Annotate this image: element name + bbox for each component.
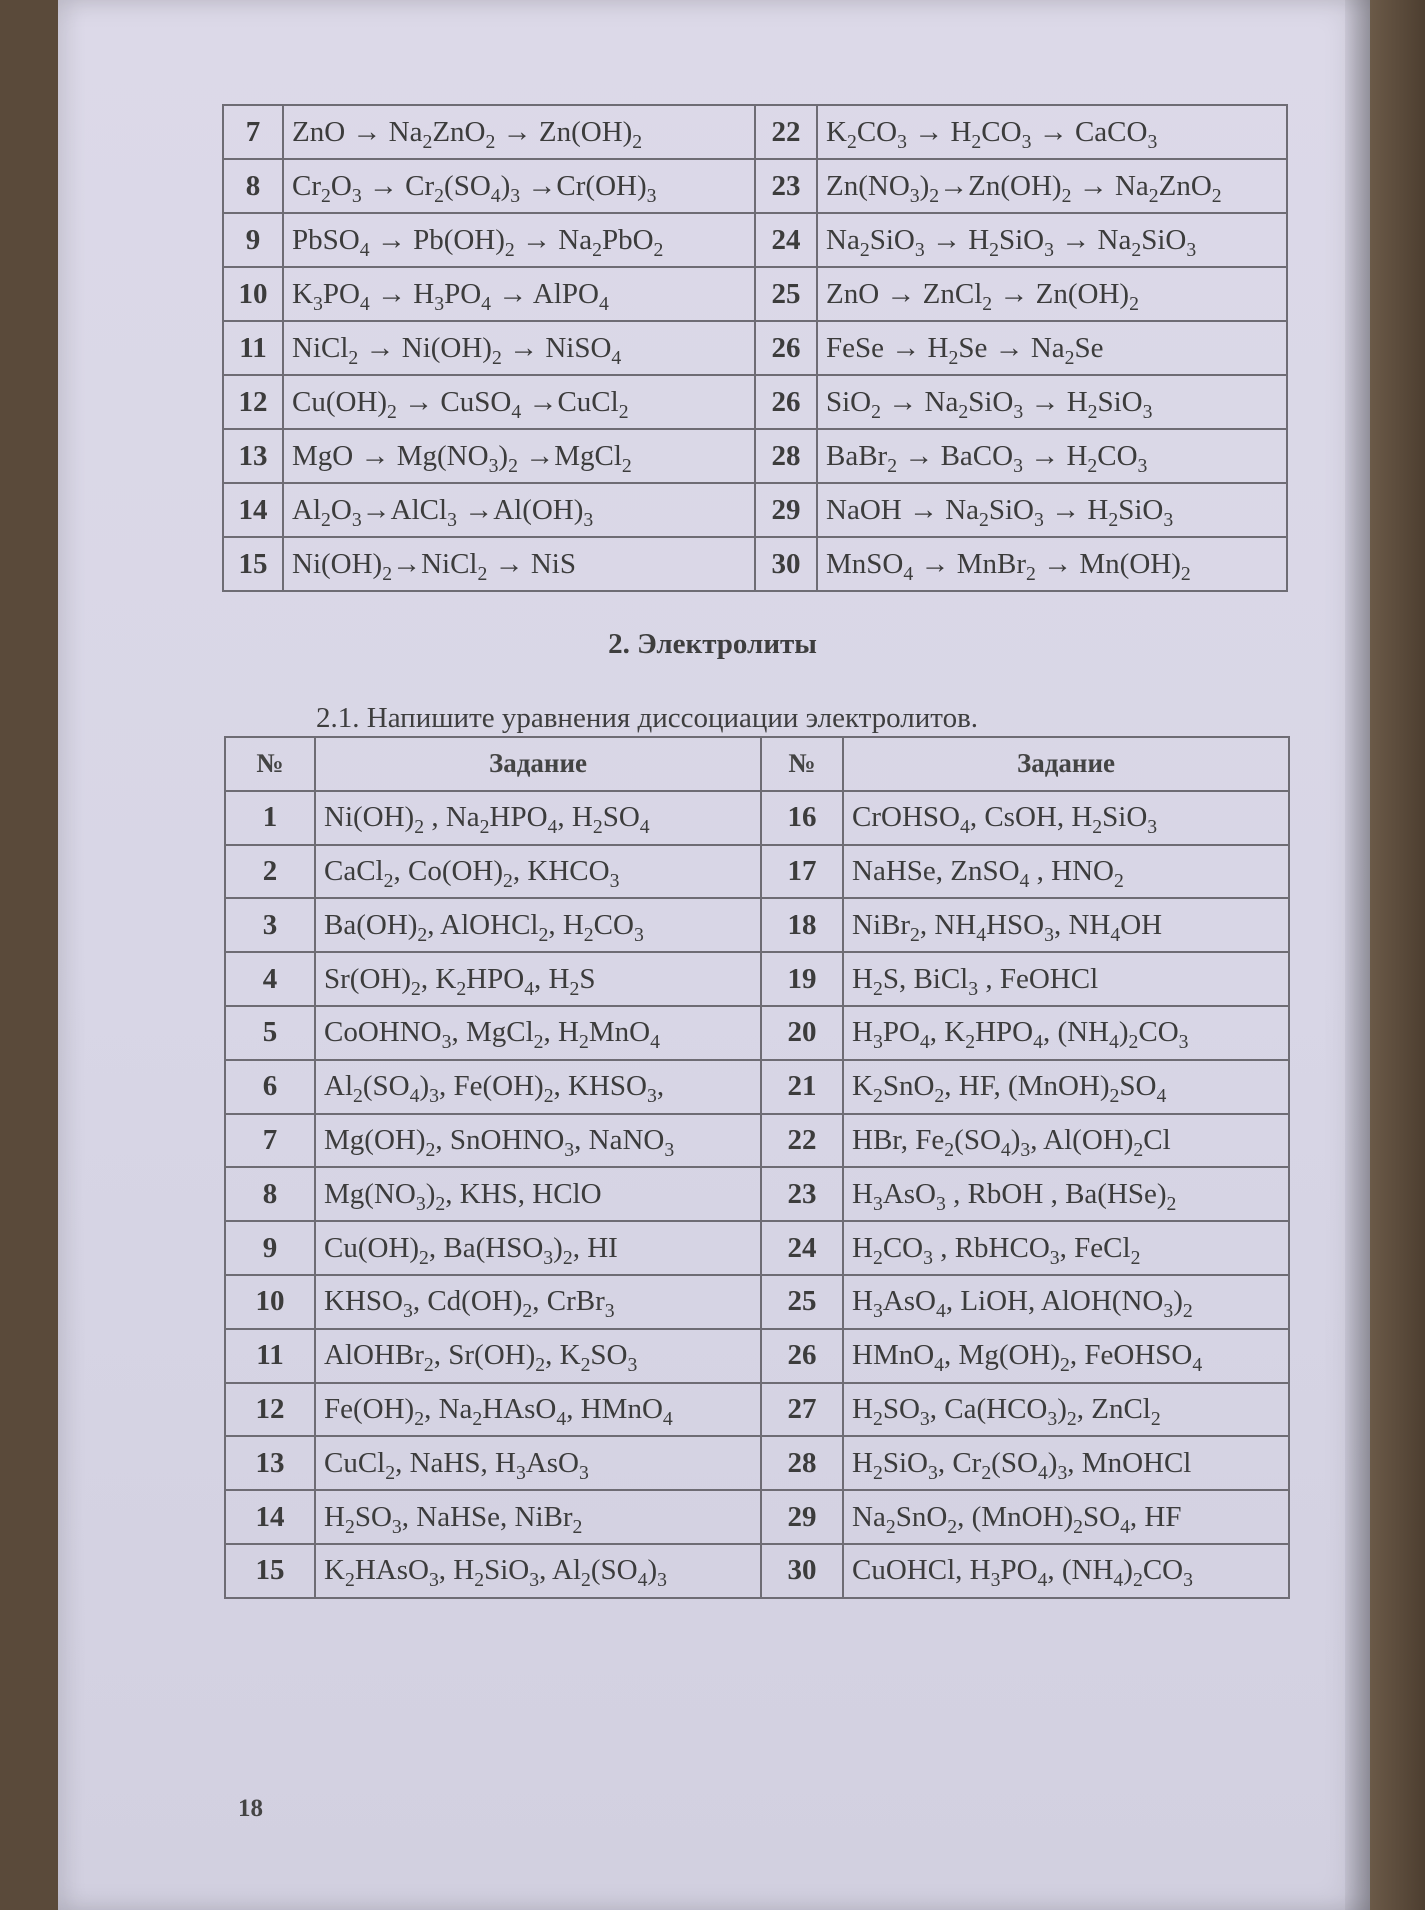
reaction-number-right: 29 — [755, 483, 817, 537]
electrolyte-number-left: 13 — [225, 1436, 315, 1490]
reaction-formula-right: $Zn(NO_3)_2\to Zn(OH)_2 \to Na_2ZnO_2$ — [817, 159, 1287, 213]
electrolyte-number-left: 7 — [225, 1114, 315, 1168]
electrolyte-number-left: 8 — [225, 1167, 315, 1221]
electrolyte-row — [225, 1383, 1289, 1437]
electrolyte-formula-right: CrOHSO$_4$, CsOH, $H_2SiO_3$ — [843, 791, 1289, 845]
electrolyte-row — [225, 1544, 1289, 1598]
electrolyte-number-right: 19 — [761, 952, 843, 1006]
electrolyte-formula-right: $H_3AsO_4$, LiOH, $AlOH(NO_3)_2$ — [843, 1275, 1289, 1329]
reaction-formula-left: $Cr_2O_3 \to Cr_2(SO_4)_3 \to Cr(OH)_3$ — [283, 159, 755, 213]
electrolyte-number-right: 20 — [761, 1006, 843, 1060]
reaction-row — [223, 537, 1287, 591]
reaction-formula-right: BaBr$_2$ → BaCO$_3$ → $H_2CO_3$ — [817, 429, 1287, 483]
electrolyte-number-left: 9 — [225, 1221, 315, 1275]
electrolyte-number-left: 11 — [225, 1329, 315, 1383]
electrolyte-number-right: 30 — [761, 1544, 843, 1598]
reaction-row — [223, 105, 1287, 159]
electrolyte-formula-right: NaHSe, ZnSO$_4$ , $HNO_2$ — [843, 845, 1289, 899]
electrolyte-formula-left: $K_2HAsO_3$, $H_2SiO_3$, $Al_2(SO_4)_3$ — [315, 1544, 761, 1598]
reaction-row — [223, 321, 1287, 375]
reaction-formula-right: $Na_2SiO_3 \to H_2SiO_3 \to Na_2SiO_3$ — [817, 213, 1287, 267]
electrolyte-formula-left: $Fe(OH)_2$, $Na_2HAsO_4$, HMnO$_4$ — [315, 1383, 761, 1437]
electrolyte-row — [225, 1060, 1289, 1114]
electrolyte-formula-right: $K_2SnO_2$, HF, $(MnOH)_2SO_4$ — [843, 1060, 1289, 1114]
electrolyte-number-right: 26 — [761, 1329, 843, 1383]
desk-background — [1370, 0, 1425, 1910]
electrolyte-number-left: 1 — [225, 791, 315, 845]
header-num-left: № — [225, 737, 315, 791]
electrolyte-number-left: 12 — [225, 1383, 315, 1437]
reactions-table-body — [223, 105, 1287, 591]
electrolyte-formula-right: $H_2SO_3$, $Ca(HCO_3)_2$, ZnCl$_2$ — [843, 1383, 1289, 1437]
electrolyte-formula-right: NiBr$_2$, $NH_4HSO_3$, $NH_4OH$ — [843, 898, 1289, 952]
electrolyte-formula-left: $Mg(NO_3)_2$, KHS, HClO — [315, 1167, 761, 1221]
electrolyte-formula-left: $H_2SO_3$, NaHSe, NiBr$_2$ — [315, 1490, 761, 1544]
electrolyte-row — [225, 1329, 1289, 1383]
electrolyte-row — [225, 1006, 1289, 1060]
reaction-number-left: 10 — [223, 267, 283, 321]
electrolyte-formula-left: $Al_2(SO_4)_3$, $Fe(OH)_2$, $KHSO_3$, — [315, 1060, 761, 1114]
task-instruction: 2.1. Напишите уравнения диссоциации электролитов. — [316, 702, 979, 734]
reaction-row — [223, 267, 1287, 321]
reaction-formula-right: $SiO_2 \to Na_2SiO_3 \to H_2SiO_3$ — [817, 375, 1287, 429]
electrolyte-formula-left: $Ba(OH)_2$, AlOHCl$_2$, $H_2CO_3$ — [315, 898, 761, 952]
electrolyte-formula-left: CaCl$_2$, $Co(OH)_2$, $KHCO_3$ — [315, 845, 761, 899]
electrolyte-number-right: 27 — [761, 1383, 843, 1437]
electrolyte-row — [225, 791, 1289, 845]
electrolyte-number-right: 25 — [761, 1275, 843, 1329]
header-task-right: Задание — [843, 737, 1289, 791]
reaction-number-left: 15 — [223, 537, 283, 591]
reaction-formula-right: MnSO$_4$ → MnBr$_2$ → $Mn(OH)_2$ — [817, 537, 1287, 591]
electrolyte-number-left: 10 — [225, 1275, 315, 1329]
electrolyte-number-right: 28 — [761, 1436, 843, 1490]
electrolyte-formula-right: $H_3AsO_3$ , RbOH , $Ba(HSe)_2$ — [843, 1167, 1289, 1221]
electrolyte-row — [225, 1221, 1289, 1275]
reaction-number-left: 14 — [223, 483, 283, 537]
electrolyte-row — [225, 1167, 1289, 1221]
reactions-table — [222, 104, 1288, 592]
reaction-number-right: 22 — [755, 105, 817, 159]
electrolyte-number-right: 23 — [761, 1167, 843, 1221]
reaction-number-right: 30 — [755, 537, 817, 591]
reaction-row — [223, 375, 1287, 429]
reaction-formula-left: $Cu(OH)_2$ → CuSO$_4$ →CuCl$_2$ — [283, 375, 755, 429]
reaction-formula-right: $K_2CO_3 \to H_2CO_3$ → CaCO$_3$ — [817, 105, 1287, 159]
electrolyte-formula-right: $H_2CO_3$ , RbHCO$_3$, FeCl$_2$ — [843, 1221, 1289, 1275]
electrolyte-number-left: 5 — [225, 1006, 315, 1060]
reaction-formula-right: ZnO → ZnCl$_2$ → $Zn(OH)_2$ — [817, 267, 1287, 321]
reaction-number-right: 24 — [755, 213, 817, 267]
section-title: 2. Электролиты — [608, 628, 817, 660]
electrolyte-formula-right: $H_2S$, BiCl$_3$ , FeOHCl — [843, 952, 1289, 1006]
reaction-formula-left: NiCl$_2$ → $Ni(OH)_2$ → NiSO$_4$ — [283, 321, 755, 375]
electrolyte-formula-left: CoOHNO$_3$, MgCl$_2$, $H_2MnO_4$ — [315, 1006, 761, 1060]
electrolyte-formula-left: $KHSO_3$, $Cd(OH)_2$, CrBr$_3$ — [315, 1275, 761, 1329]
electrolyte-number-left: 14 — [225, 1490, 315, 1544]
header-num-right: № — [761, 737, 843, 791]
reaction-number-right: 28 — [755, 429, 817, 483]
electrolyte-formula-right: HBr, $Fe_2(SO_4)_3$, $Al(OH)_2Cl$ — [843, 1114, 1289, 1168]
reaction-row — [223, 429, 1287, 483]
reaction-number-right: 25 — [755, 267, 817, 321]
electrolyte-formula-right: $H_2SiO_3$, $Cr_2(SO_4)_3$, MnOHCl — [843, 1436, 1289, 1490]
electrolyte-number-right: 17 — [761, 845, 843, 899]
electrolyte-number-right: 16 — [761, 791, 843, 845]
reaction-formula-left: MgO → $Mg(NO_3)_2$ →MgCl$_2$ — [283, 429, 755, 483]
reaction-number-right: 26 — [755, 321, 817, 375]
electrolyte-row — [225, 1275, 1289, 1329]
electrolytes-table — [224, 736, 1290, 1599]
electrolyte-number-left: 15 — [225, 1544, 315, 1598]
page-edge-shadow — [1345, 0, 1370, 1910]
reaction-number-left: 7 — [223, 105, 283, 159]
reaction-number-left: 13 — [223, 429, 283, 483]
electrolyte-number-left: 2 — [225, 845, 315, 899]
reaction-formula-left: $Al_2O_3\to AlCl_3 \to Al(OH)_3$ — [283, 483, 755, 537]
electrolyte-formula-right: HMnO$_4$, $Mg(OH)_2$, FeOHSO$_4$ — [843, 1329, 1289, 1383]
reaction-row — [223, 483, 1287, 537]
electrolyte-formula-left: $Sr(OH)_2$, $K_2HPO_4$, $H_2S$ — [315, 952, 761, 1006]
electrolytes-table-header-row — [225, 737, 1289, 791]
reaction-formula-left: PbSO$_4$ → $Pb(OH)_2 \to Na_2PbO_2$ — [283, 213, 755, 267]
reaction-number-right: 26 — [755, 375, 817, 429]
electrolyte-number-left: 3 — [225, 898, 315, 952]
reaction-number-left: 8 — [223, 159, 283, 213]
reaction-formula-right: NaOH → $Na_2SiO_3 \to H_2SiO_3$ — [817, 483, 1287, 537]
electrolyte-number-right: 18 — [761, 898, 843, 952]
electrolyte-number-right: 22 — [761, 1114, 843, 1168]
page-number: 18 — [238, 1795, 263, 1822]
reaction-number-left: 11 — [223, 321, 283, 375]
electrolyte-formula-left: CuCl$_2$, NaHS, $H_3AsO_3$ — [315, 1436, 761, 1490]
electrolyte-number-right: 21 — [761, 1060, 843, 1114]
electrolyte-formula-right: $H_3PO_4$, $K_2HPO_4$, $(NH_4)_2CO_3$ — [843, 1006, 1289, 1060]
electrolyte-formula-left: AlOHBr$_2$, $Sr(OH)_2$, $K_2SO_3$ — [315, 1329, 761, 1383]
reaction-formula-right: FeSe → $H_2Se \to Na_2Se$ — [817, 321, 1287, 375]
electrolyte-row — [225, 1436, 1289, 1490]
electrolyte-formula-left: $Cu(OH)_2$, $Ba(HSO_3)_2$, HI — [315, 1221, 761, 1275]
reaction-number-left: 9 — [223, 213, 283, 267]
reaction-formula-left: $Ni(OH)_2\to NiCl_2$ → NiS — [283, 537, 755, 591]
electrolyte-formula-right: CuOHCl, $H_3PO_4$, $(NH_4)_2CO_3$ — [843, 1544, 1289, 1598]
electrolyte-row — [225, 952, 1289, 1006]
reaction-formula-left: ZnO → $Na_2ZnO_2 \to Zn(OH)_2$ — [283, 105, 755, 159]
electrolyte-formula-left: $Ni(OH)_2$ , $Na_2HPO_4$, $H_2SO_4$ — [315, 791, 761, 845]
electrolyte-formula-right: $Na_2SnO_2$, $(MnOH)_2SO_4$, HF — [843, 1490, 1289, 1544]
electrolyte-formula-left: $Mg(OH)_2$, SnOHNO$_3$, NaNO$_3$ — [315, 1114, 761, 1168]
header-task-left: Задание — [315, 737, 761, 791]
reaction-formula-left: $K_3PO_4 \to H_3PO_4$ → AlPO$_4$ — [283, 267, 755, 321]
reaction-row — [223, 213, 1287, 267]
reaction-row — [223, 159, 1287, 213]
electrolyte-number-right: 24 — [761, 1221, 843, 1275]
reaction-number-right: 23 — [755, 159, 817, 213]
electrolyte-row — [225, 1490, 1289, 1544]
electrolyte-number-left: 6 — [225, 1060, 315, 1114]
electrolytes-table-body — [225, 791, 1289, 1598]
electrolyte-number-left: 4 — [225, 952, 315, 1006]
electrolyte-row — [225, 898, 1289, 952]
electrolyte-row — [225, 1114, 1289, 1168]
electrolyte-row — [225, 845, 1289, 899]
reaction-number-left: 12 — [223, 375, 283, 429]
electrolyte-number-right: 29 — [761, 1490, 843, 1544]
